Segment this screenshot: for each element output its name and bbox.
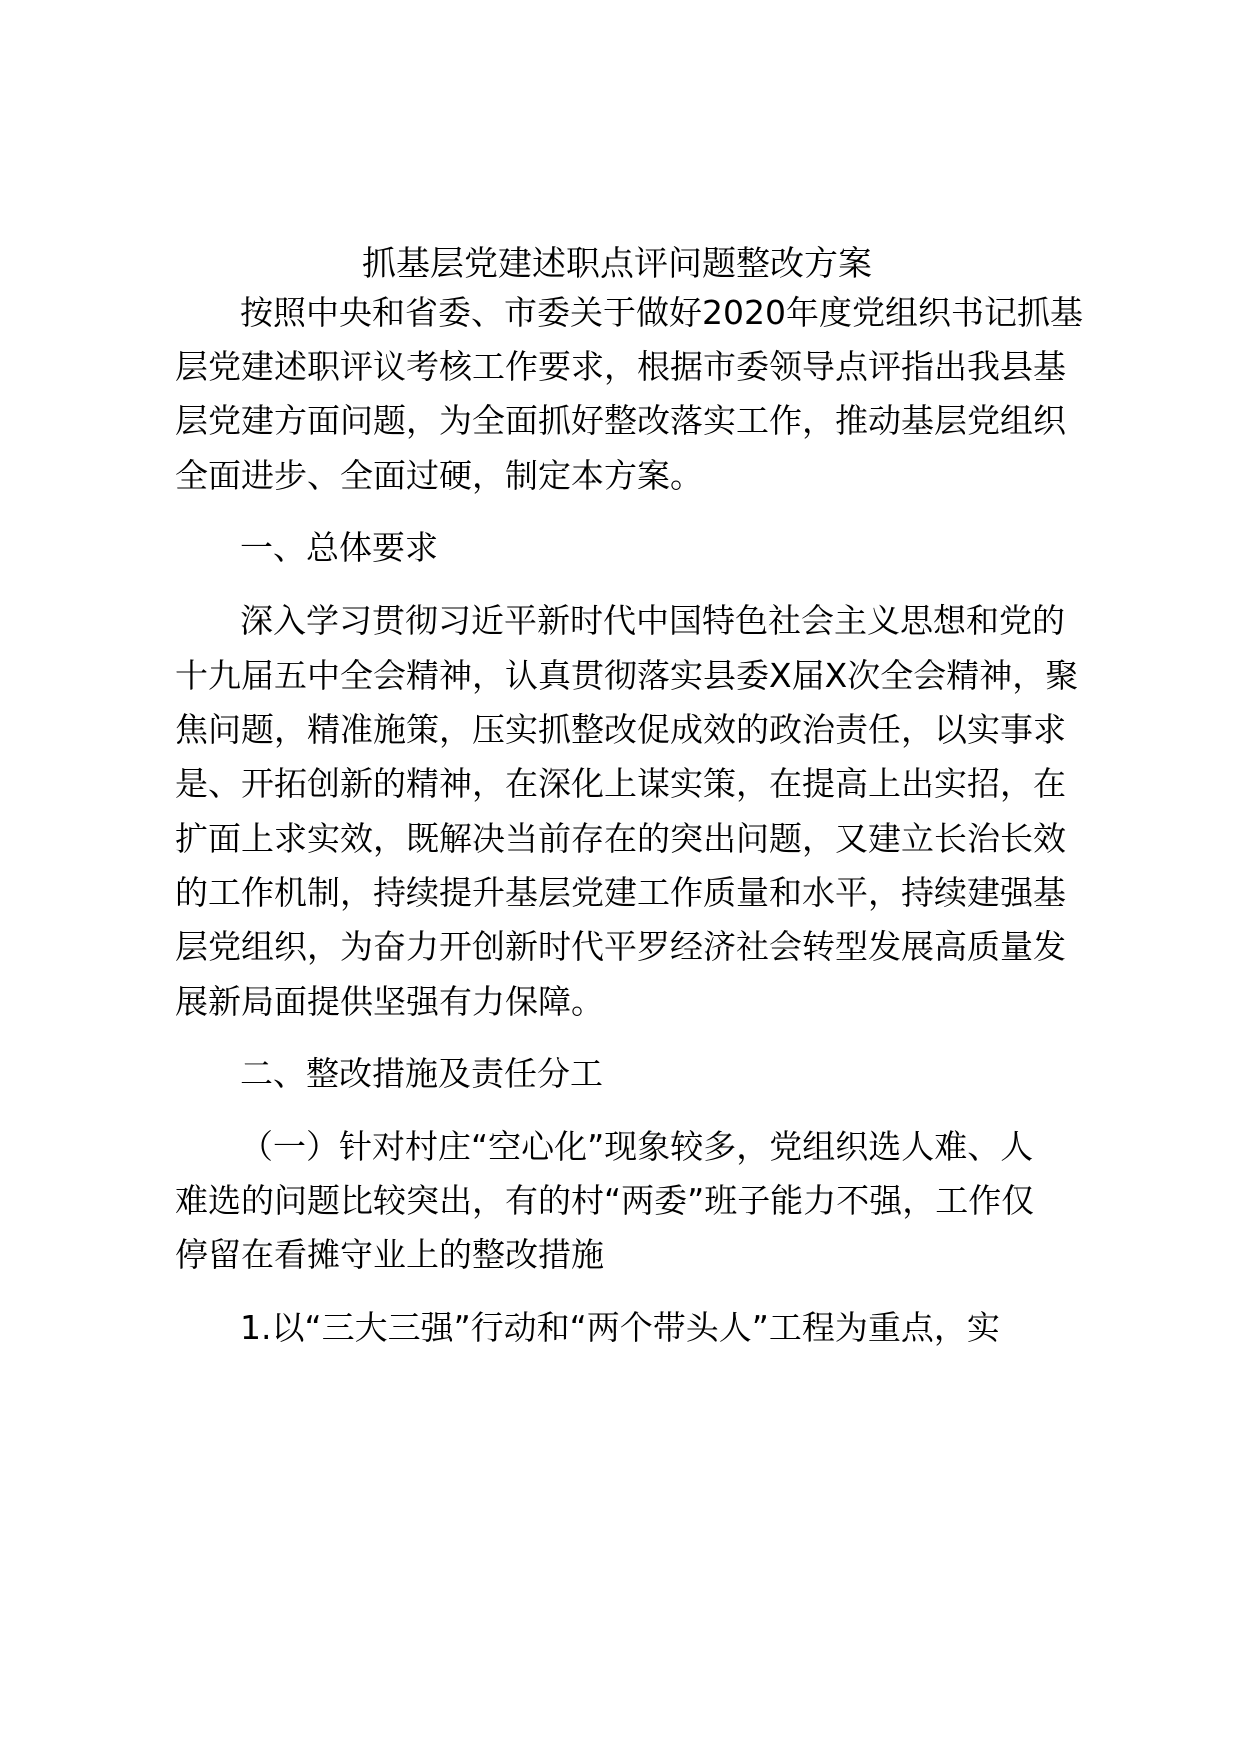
paragraph-line: 是、开拓创新的精神，在深化上谋实策，在提高上出实招，在 bbox=[175, 764, 1066, 803]
paragraph-line: 停留在看摊守业上的整改措施 bbox=[175, 1235, 604, 1274]
paragraph-line: 层党建方面问题，为全面抓好整改落实工作，推动基层党组织 bbox=[175, 401, 1066, 440]
paragraph-line: 1.以“三大三强”行动和“两个带头人”工程为重点，实 bbox=[240, 1308, 1000, 1347]
paragraph-line: 深入学习贯彻习近平新时代中国特色社会主义思想和党的 bbox=[240, 601, 1065, 640]
section-heading: 一、总体要求 bbox=[240, 528, 438, 567]
paragraph-line: 扩面上求实效，既解决当前存在的突出问题，又建立长治长效 bbox=[175, 819, 1066, 858]
document-title: 抓基层党建述职点评问题整改方案 bbox=[362, 244, 872, 284]
paragraph-line: 按照中央和省委、市委关于做好2020年度党组织书记抓基 bbox=[240, 293, 1083, 332]
paragraph-line: 全面进步、全面过硬，制定本方案。 bbox=[175, 456, 703, 495]
paragraph-line: 十九届五中全会精神，认真贯彻落实县委X届X次全会精神，聚 bbox=[175, 656, 1079, 695]
paragraph-line: 难选的问题比较突出，有的村“两委”班子能力不强，工作仅 bbox=[175, 1181, 1035, 1220]
paragraph-line: 层党组织，为奋力开创新时代平罗经济社会转型发展高质量发 bbox=[175, 927, 1066, 966]
section-heading: 二、整改措施及责任分工 bbox=[240, 1054, 603, 1093]
paragraph-line: 的工作机制，持续提升基层党建工作质量和水平，持续建强基 bbox=[175, 873, 1066, 912]
paragraph-line: （一）针对村庄“空心化”现象较多，党组织选人难、人 bbox=[240, 1127, 1034, 1166]
paragraph-line: 展新局面提供坚强有力保障。 bbox=[175, 982, 604, 1021]
paragraph-line: 焦问题，精准施策，压实抓整改促成效的政治责任，以实事求 bbox=[175, 710, 1066, 749]
paragraph-line: 层党建述职评议考核工作要求，根据市委领导点评指出我县基 bbox=[175, 347, 1066, 386]
